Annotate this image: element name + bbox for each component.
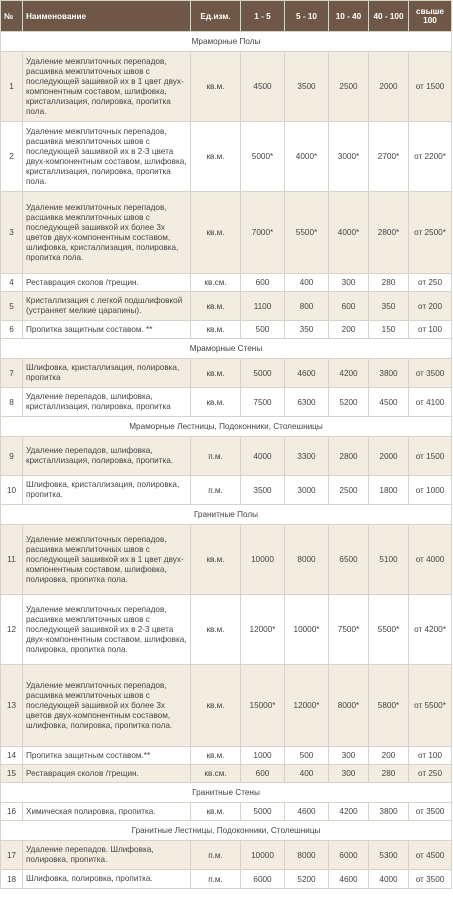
price-10-40: 2500 xyxy=(329,476,369,505)
row-number: 18 xyxy=(1,870,23,889)
price-1-5: 1100 xyxy=(241,292,285,321)
header-range-40-100: 40 - 100 xyxy=(369,1,409,32)
price-5-10: 800 xyxy=(285,292,329,321)
unit-cell: п.м. xyxy=(191,870,241,889)
row-number: 14 xyxy=(1,747,23,765)
table-row xyxy=(1,747,452,765)
table-row xyxy=(1,321,452,339)
price-10-40: 300 xyxy=(329,274,369,292)
unit-cell: кв.м. xyxy=(191,122,241,192)
section-title: Мраморные Стены xyxy=(1,339,452,359)
price-5-10: 3500 xyxy=(285,52,329,122)
row-number: 9 xyxy=(1,437,23,476)
table-row xyxy=(1,665,452,747)
price-1-5: 5000 xyxy=(241,359,285,388)
service-name: Удаление межплиточных перепадов, расшивка межплиточных швов с последующей зашивкой их более 3х цветов двух-компонентным составом, шлифовка, кристаллизация, полировка, пропитка пола. xyxy=(23,192,191,274)
unit-cell: п.м. xyxy=(191,437,241,476)
price-over-100: от 3500 xyxy=(409,803,452,821)
service-name: Удаление перепадов, шлифовка, кристаллизация, полировка, пропитка xyxy=(23,388,191,417)
price-40-100: 1800 xyxy=(369,476,409,505)
table-row xyxy=(1,388,452,417)
price-5-10: 6300 xyxy=(285,388,329,417)
price-1-5: 600 xyxy=(241,274,285,292)
price-over-100: от 250 xyxy=(409,765,452,783)
table-row xyxy=(1,870,452,889)
unit-cell: п.м. xyxy=(191,841,241,870)
price-40-100: 4000 xyxy=(369,870,409,889)
row-number: 3 xyxy=(1,192,23,274)
price-5-10: 8000 xyxy=(285,841,329,870)
price-10-40: 5200 xyxy=(329,388,369,417)
price-40-100: 200 xyxy=(369,747,409,765)
table-row xyxy=(1,292,452,321)
price-1-5: 600 xyxy=(241,765,285,783)
table-row xyxy=(1,52,452,122)
price-1-5: 10000 xyxy=(241,841,285,870)
price-40-100: 5300 xyxy=(369,841,409,870)
section-header-row xyxy=(1,783,452,803)
price-over-100: от 200 xyxy=(409,292,452,321)
header-unit: Ед.изм. xyxy=(191,1,241,32)
header-name: Наименование xyxy=(23,1,191,32)
unit-cell: кв.м. xyxy=(191,665,241,747)
table-row xyxy=(1,476,452,505)
service-name: Реставрация сколов /трещин. xyxy=(23,765,191,783)
price-5-10: 350 xyxy=(285,321,329,339)
header-range-5-10: 5 - 10 xyxy=(285,1,329,32)
header-number: № xyxy=(1,1,23,32)
service-name: Шлифовка, кристаллизация, полировка, пропитка. xyxy=(23,476,191,505)
price-over-100: от 1500 xyxy=(409,52,452,122)
price-1-5: 4000 xyxy=(241,437,285,476)
price-5-10: 8000 xyxy=(285,525,329,595)
row-number: 12 xyxy=(1,595,23,665)
price-over-100: от 4100 xyxy=(409,388,452,417)
unit-cell: кв.м. xyxy=(191,388,241,417)
price-40-100: 5500* xyxy=(369,595,409,665)
price-5-10: 10000* xyxy=(285,595,329,665)
row-number: 2 xyxy=(1,122,23,192)
table-row xyxy=(1,803,452,821)
row-number: 15 xyxy=(1,765,23,783)
service-name: Пропитка защитным составом.** xyxy=(23,747,191,765)
row-number: 8 xyxy=(1,388,23,417)
unit-cell: кв.м. xyxy=(191,803,241,821)
table-row xyxy=(1,359,452,388)
unit-cell: кв.м. xyxy=(191,192,241,274)
price-40-100: 4500 xyxy=(369,388,409,417)
section-title: Гранитные Полы xyxy=(1,505,452,525)
section-title: Мраморные Полы xyxy=(1,32,452,52)
price-10-40: 200 xyxy=(329,321,369,339)
unit-cell: кв.м. xyxy=(191,525,241,595)
service-name: Удаление межплиточных перепадов, расшивка межплиточных швов с последующей зашивкой их в 2-3 цвета двух-компонентным составом, шлифовка, полировка, пропитка пола. xyxy=(23,595,191,665)
price-1-5: 500 xyxy=(241,321,285,339)
price-1-5: 7500 xyxy=(241,388,285,417)
unit-cell: кв.м. xyxy=(191,321,241,339)
price-10-40: 3000* xyxy=(329,122,369,192)
price-over-100: от 1500 xyxy=(409,437,452,476)
row-number: 6 xyxy=(1,321,23,339)
price-over-100: от 250 xyxy=(409,274,452,292)
price-1-5: 1000 xyxy=(241,747,285,765)
header-range-1-5: 1 - 5 xyxy=(241,1,285,32)
price-40-100: 2800* xyxy=(369,192,409,274)
price-5-10: 4600 xyxy=(285,803,329,821)
table-row xyxy=(1,841,452,870)
row-number: 17 xyxy=(1,841,23,870)
table-row xyxy=(1,765,452,783)
price-40-100: 2700* xyxy=(369,122,409,192)
section-title: Мраморные Лестницы, Подоконники, Столешницы xyxy=(1,417,452,437)
price-40-100: 3800 xyxy=(369,803,409,821)
unit-cell: кв.м. xyxy=(191,595,241,665)
price-1-5: 5000 xyxy=(241,803,285,821)
row-number: 5 xyxy=(1,292,23,321)
service-name: Пропитка защитным составом. ** xyxy=(23,321,191,339)
unit-cell: кв.см. xyxy=(191,274,241,292)
service-name: Кристаллизация с легкой подшлифовкой (устраняет мелкие царапины). xyxy=(23,292,191,321)
unit-cell: кв.м. xyxy=(191,52,241,122)
header-range-10-40: 10 - 40 xyxy=(329,1,369,32)
price-40-100: 2000 xyxy=(369,52,409,122)
unit-cell: кв.м. xyxy=(191,747,241,765)
price-5-10: 500 xyxy=(285,747,329,765)
price-over-100: от 5500* xyxy=(409,665,452,747)
price-over-100: от 2200* xyxy=(409,122,452,192)
unit-cell: кв.м. xyxy=(191,359,241,388)
price-10-40: 6000 xyxy=(329,841,369,870)
price-5-10: 5200 xyxy=(285,870,329,889)
price-40-100: 5100 xyxy=(369,525,409,595)
price-40-100: 2000 xyxy=(369,437,409,476)
price-over-100: от 4200* xyxy=(409,595,452,665)
service-name: Химическая полировка, пропитка. xyxy=(23,803,191,821)
price-10-40: 8000* xyxy=(329,665,369,747)
table-header-row xyxy=(1,1,452,32)
price-over-100: от 2500* xyxy=(409,192,452,274)
row-number: 16 xyxy=(1,803,23,821)
price-10-40: 2800 xyxy=(329,437,369,476)
service-name: Шлифовка, полировка, пропитка. xyxy=(23,870,191,889)
price-10-40: 6500 xyxy=(329,525,369,595)
price-5-10: 5500* xyxy=(285,192,329,274)
price-40-100: 150 xyxy=(369,321,409,339)
service-name: Удаление межплиточных перепадов, расшивка межплиточных швов с последующей зашивкой их в 2-3 цвета двух-компонентным составом, шлифовка, кристаллизация, полировка, пропитка пола. xyxy=(23,122,191,192)
row-number: 10 xyxy=(1,476,23,505)
service-name: Удаление перепадов, шлифовка, кристаллизация, полировка, пропитка. xyxy=(23,437,191,476)
price-1-5: 4500 xyxy=(241,52,285,122)
price-10-40: 4000* xyxy=(329,192,369,274)
price-10-40: 7500* xyxy=(329,595,369,665)
section-header-row xyxy=(1,417,452,437)
price-1-5: 7000* xyxy=(241,192,285,274)
price-5-10: 3000 xyxy=(285,476,329,505)
price-1-5: 10000 xyxy=(241,525,285,595)
price-1-5: 12000* xyxy=(241,595,285,665)
section-header-row xyxy=(1,32,452,52)
price-40-100: 280 xyxy=(369,274,409,292)
row-number: 13 xyxy=(1,665,23,747)
price-1-5: 6000 xyxy=(241,870,285,889)
table-row xyxy=(1,525,452,595)
service-name: Удаление межплиточных перепадов, расшивка межплиточных швов с последующей зашивкой их в 1 цвет двух-компонентным составом, шлифовка, кристаллизация, полировка, пропитка пола. xyxy=(23,52,191,122)
section-title: Гранитные Стены xyxy=(1,783,452,803)
price-5-10: 3300 xyxy=(285,437,329,476)
price-5-10: 4000* xyxy=(285,122,329,192)
table-row xyxy=(1,274,452,292)
section-header-row xyxy=(1,339,452,359)
price-10-40: 4200 xyxy=(329,803,369,821)
section-header-row xyxy=(1,821,452,841)
table-row xyxy=(1,595,452,665)
row-number: 4 xyxy=(1,274,23,292)
service-name: Удаление перепадов. Шлифовка, полировка, пропитка. xyxy=(23,841,191,870)
service-name: Реставрация сколов /трещин. xyxy=(23,274,191,292)
price-5-10: 12000* xyxy=(285,665,329,747)
price-10-40: 300 xyxy=(329,747,369,765)
price-10-40: 300 xyxy=(329,765,369,783)
service-name: Удаление межплиточных перепадов, расшивка межплиточных швов с последующей зашивкой их более 3х цветов двух-компонентным составом, шлифовка, полировка, пропитка пола. xyxy=(23,665,191,747)
row-number: 1 xyxy=(1,52,23,122)
price-10-40: 600 xyxy=(329,292,369,321)
price-1-5: 3500 xyxy=(241,476,285,505)
price-1-5: 15000* xyxy=(241,665,285,747)
unit-cell: кв.м. xyxy=(191,292,241,321)
price-5-10: 400 xyxy=(285,765,329,783)
table-row xyxy=(1,122,452,192)
price-40-100: 5800* xyxy=(369,665,409,747)
price-over-100: от 100 xyxy=(409,321,452,339)
service-name: Удаление межплиточных перепадов, расшивка межплиточных швов с последующей зашивкой их в 1 цвет двух-компонентным составом, шлифовка, полировка, пропитка пола. xyxy=(23,525,191,595)
price-1-5: 5000* xyxy=(241,122,285,192)
price-40-100: 3800 xyxy=(369,359,409,388)
unit-cell: кв.см. xyxy=(191,765,241,783)
service-name: Шлифовка, кристаллизация, полировка, пропитка xyxy=(23,359,191,388)
section-title: Гранитные Лестницы, Подоконники, Столешницы xyxy=(1,821,452,841)
price-40-100: 350 xyxy=(369,292,409,321)
price-5-10: 4600 xyxy=(285,359,329,388)
price-10-40: 4200 xyxy=(329,359,369,388)
price-over-100: от 1000 xyxy=(409,476,452,505)
price-5-10: 400 xyxy=(285,274,329,292)
price-over-100: от 4000 xyxy=(409,525,452,595)
price-over-100: от 3500 xyxy=(409,870,452,889)
table-row xyxy=(1,437,452,476)
unit-cell: п.м. xyxy=(191,476,241,505)
price-over-100: от 4500 xyxy=(409,841,452,870)
price-10-40: 2500 xyxy=(329,52,369,122)
table-row xyxy=(1,192,452,274)
row-number: 11 xyxy=(1,525,23,595)
price-over-100: от 100 xyxy=(409,747,452,765)
table-body xyxy=(1,32,452,889)
price-10-40: 4600 xyxy=(329,870,369,889)
section-header-row xyxy=(1,505,452,525)
header-range-over-100: свыше 100 xyxy=(409,1,452,32)
row-number: 7 xyxy=(1,359,23,388)
price-over-100: от 3500 xyxy=(409,359,452,388)
price-40-100: 280 xyxy=(369,765,409,783)
